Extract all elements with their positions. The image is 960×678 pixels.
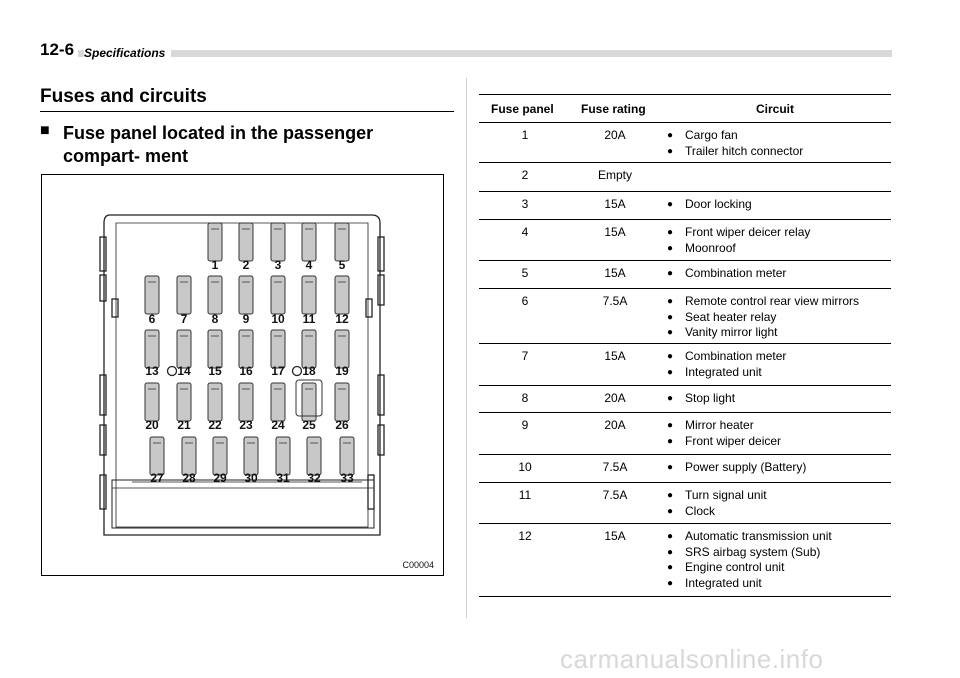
fuse-rating-cell: 15A <box>604 266 626 280</box>
fuse-label: 19 <box>335 364 349 378</box>
fuse-label: 25 <box>302 418 316 432</box>
fuse-rating-cell: 20A <box>604 418 626 432</box>
section-subtitle: Fuse panel located in the passenger compart- ment <box>63 123 374 166</box>
circuit-item: ● Cargo fan <box>667 128 803 144</box>
fuse-label: 9 <box>242 312 250 326</box>
circuit-item: ● Integrated unit <box>667 576 832 592</box>
fuse-panel-cell: 6 <box>521 294 529 308</box>
fuse-label: 6 <box>148 312 156 326</box>
title-rule <box>40 111 454 112</box>
fuse-panel-cell: 7 <box>521 349 529 363</box>
column-divider <box>466 78 467 618</box>
table-row-rule <box>479 191 891 192</box>
circuit-item: ● Front wiper deicer relay <box>667 225 810 241</box>
fuse-label: 5 <box>338 258 346 272</box>
fuse-panel-cell: 10 <box>518 460 532 474</box>
fuse-panel-drawing <box>42 175 443 575</box>
table-header-rule <box>479 122 891 123</box>
fuse-rating-cell: 20A <box>604 128 626 142</box>
table-row-rule <box>479 523 891 524</box>
table-row-rule <box>479 260 891 261</box>
fuse-label: 4 <box>305 258 313 272</box>
fuse-label: 31 <box>276 471 290 485</box>
fuse-label: 7 <box>180 312 188 326</box>
circuit-cell <box>667 197 752 213</box>
circuit-item: ● Combination meter <box>667 266 786 282</box>
fuse-label: 21 <box>177 418 191 432</box>
fuse-panel-cell: 5 <box>521 266 529 280</box>
page-number: 12-6 <box>40 40 78 60</box>
fuse-label: 32 <box>307 471 321 485</box>
table-row-rule <box>479 412 891 413</box>
fuse-label: 12 <box>335 312 349 326</box>
fuse-panel-cell: 9 <box>521 418 529 432</box>
fuse-panel-cell: 8 <box>521 391 529 405</box>
header-fuse-panel: Fuse panel <box>491 102 554 116</box>
section-name: Specifications <box>84 46 171 60</box>
table-row-rule <box>479 162 891 163</box>
circuit-item: ● Turn signal unit <box>667 488 767 504</box>
circuit-cell <box>667 488 767 519</box>
fuse-label: 11 <box>302 312 316 326</box>
fuse-label: 15 <box>208 364 222 378</box>
circuit-item: ● Integrated unit <box>667 365 786 381</box>
fuse-label: 27 <box>150 471 164 485</box>
circuit-cell <box>667 418 781 449</box>
fuse-panel-cell: 2 <box>521 168 529 182</box>
table-row-rule <box>479 385 891 386</box>
circuit-item: ● Door locking <box>667 197 752 213</box>
fuse-label: 3 <box>274 258 282 272</box>
fuse-label: 18 <box>302 364 316 378</box>
fuse-label: 1 <box>211 258 219 272</box>
fuse-label: 8 <box>211 312 219 326</box>
fuse-panel-cell: 3 <box>521 197 529 211</box>
circuit-item: ● Engine control unit <box>667 560 832 576</box>
circuit-cell <box>667 460 806 476</box>
circuit-cell <box>667 529 832 591</box>
header-fuse-rating: Fuse rating <box>581 102 646 116</box>
fuse-label: 10 <box>271 312 285 326</box>
fuse-panel-cell: 1 <box>521 128 529 142</box>
table-row-rule <box>479 454 891 455</box>
circuit-cell <box>667 391 735 407</box>
fuse-panel-diagram <box>41 174 444 576</box>
table-row-rule <box>479 219 891 220</box>
circuit-cell <box>667 294 859 341</box>
square-bullet-icon: ■ <box>40 122 50 139</box>
fuse-label: 26 <box>335 418 349 432</box>
fuse-label: 24 <box>271 418 285 432</box>
circuit-item: ● Clock <box>667 504 767 520</box>
fuse-rating-cell: 15A <box>604 349 626 363</box>
fuse-label: 23 <box>239 418 253 432</box>
fuse-label: 14 <box>177 364 191 378</box>
fuse-label: 33 <box>340 471 354 485</box>
table-row-rule <box>479 288 891 289</box>
page-title: Fuses and circuits <box>40 86 207 107</box>
circuit-item: ● Stop light <box>667 391 735 407</box>
circuit-item: ● Automatic transmission unit <box>667 529 832 545</box>
table-row-rule <box>479 343 891 344</box>
fuse-panel-cell: 4 <box>521 225 529 239</box>
fuse-rating-cell: 15A <box>604 197 626 211</box>
circuit-item: ● Front wiper deicer <box>667 434 781 450</box>
circuit-item: ● Combination meter <box>667 349 786 365</box>
circuit-cell <box>667 266 786 282</box>
fuse-rating-cell: 7.5A <box>602 460 628 474</box>
fuse-label: 2 <box>242 258 250 272</box>
circuit-item: ● SRS airbag system (Sub) <box>667 545 832 561</box>
table-top-rule <box>479 94 891 95</box>
circuit-cell <box>667 225 810 256</box>
fuse-rating-cell: Empty <box>597 168 632 182</box>
fuse-label: 30 <box>244 471 258 485</box>
fuse-rating-cell: 15A <box>604 225 626 239</box>
fuse-rating-cell: 15A <box>604 529 626 543</box>
table-row-rule <box>479 482 891 483</box>
fuse-label: 17 <box>271 364 285 378</box>
fuse-panel-cell: 11 <box>518 488 532 502</box>
circuit-cell <box>667 128 803 159</box>
circuit-item: ● Mirror heater <box>667 418 781 434</box>
table-row-rule <box>479 596 891 597</box>
fuse-rating-cell: 7.5A <box>602 488 628 502</box>
fuse-panel-cell: 12 <box>518 529 532 543</box>
fuse-label: 13 <box>145 364 159 378</box>
fuse-label: 22 <box>208 418 222 432</box>
fuse-label: 20 <box>145 418 159 432</box>
circuit-item: ● Power supply (Battery) <box>667 460 806 476</box>
fuse-rating-cell: 20A <box>604 391 626 405</box>
circuit-item: ● Remote control rear view mirrors <box>667 294 859 310</box>
circuit-item: ● Moonroof <box>667 241 810 257</box>
circuit-cell <box>667 349 786 380</box>
fuse-label: 28 <box>182 471 196 485</box>
header-circuit: Circuit <box>756 102 795 116</box>
fuse-label: 16 <box>239 364 253 378</box>
fuse-rating-cell: 7.5A <box>602 294 628 308</box>
circuit-item: ● Seat heater relay <box>667 310 859 326</box>
diagram-code: C00004 <box>402 560 434 570</box>
circuit-item: ● Vanity mirror light <box>667 325 859 341</box>
fuse-label: 29 <box>213 471 227 485</box>
watermark: carmanualsonline.info <box>560 644 824 674</box>
circuit-item: ● Trailer hitch connector <box>667 144 803 160</box>
